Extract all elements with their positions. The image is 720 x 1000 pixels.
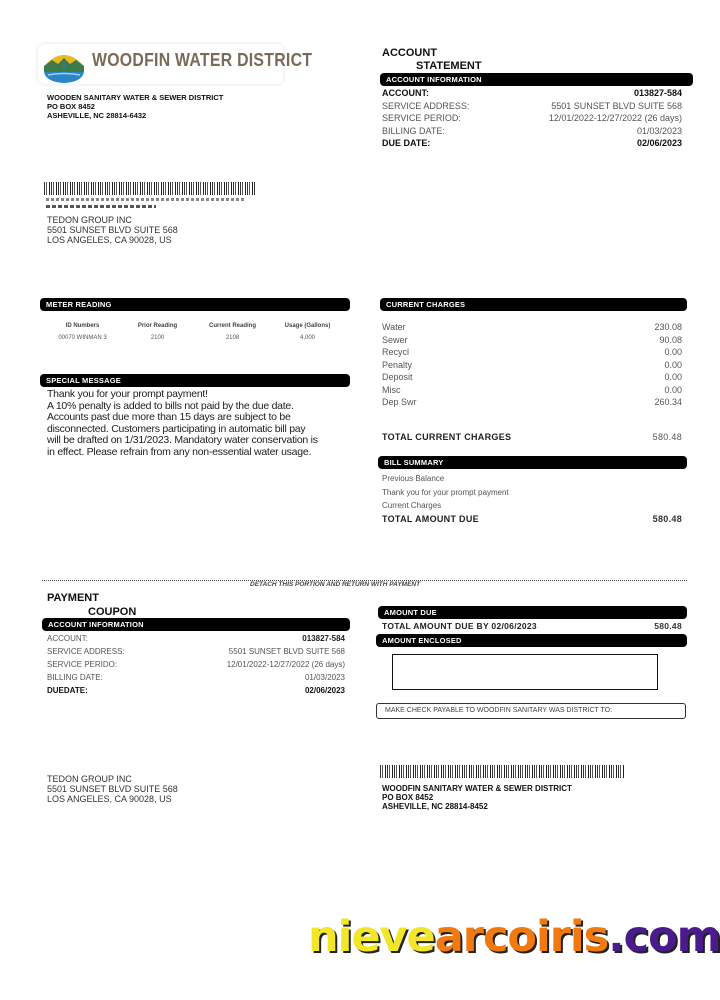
recipient-line: TEDON GROUP INC bbox=[47, 215, 132, 225]
meter-cell: 00070 WINMAN 3 bbox=[58, 335, 107, 341]
meter-reading-header: METER READING bbox=[40, 298, 350, 311]
row-value: 12/01/2022-12/27/2022 (26 days) bbox=[226, 660, 345, 669]
total-value: 580.48 bbox=[652, 514, 682, 524]
recipient-line: LOS ANGELES, CA 90028, US bbox=[47, 794, 172, 804]
charge-value: 90.08 bbox=[659, 334, 682, 345]
meter-col-header: Usage (Gallons) bbox=[284, 323, 331, 329]
charge-value: 0.00 bbox=[664, 384, 682, 395]
row-label: SERVICE ADDRESS: bbox=[47, 647, 125, 656]
summary-line: Thank you for your prompt payment bbox=[382, 487, 509, 497]
account-row bbox=[47, 632, 345, 645]
due-date-row bbox=[382, 137, 682, 150]
postal-barcode bbox=[44, 182, 256, 195]
charge-label: Sewer bbox=[382, 334, 408, 345]
bill-summary-header: BILL SUMMARY bbox=[378, 456, 687, 469]
summary-line: Current Charges bbox=[382, 501, 442, 510]
meter-cell: 4,000 bbox=[299, 335, 315, 341]
charge-label: Water bbox=[382, 322, 406, 332]
meter-table bbox=[45, 323, 345, 341]
service-address-row bbox=[382, 100, 682, 113]
amount-due-value: 580.48 bbox=[654, 621, 682, 631]
row-value: 02/06/2023 bbox=[304, 686, 345, 695]
recipient-address bbox=[47, 215, 178, 245]
bill-summary-body bbox=[382, 472, 682, 513]
row-value: 013827-584 bbox=[633, 88, 682, 98]
current-charges-header: CURRENT CHARGES bbox=[380, 298, 687, 311]
charge-label: Dep Swr bbox=[382, 397, 417, 407]
recipient-line: 5501 SUNSET BLVD SUITE 568 bbox=[47, 225, 178, 235]
statement-title: ACCOUNT bbox=[382, 47, 437, 59]
message-line: in effect. Please refrain from any non-essential water usage. bbox=[47, 445, 312, 458]
row-value: 12/01/2022-12/27/2022 (26 days) bbox=[548, 113, 682, 124]
sender-line: PO BOX 8452 bbox=[47, 102, 95, 111]
summary-line: Previous Balance bbox=[382, 474, 445, 483]
recipient-line: 5501 SUNSET BLVD SUITE 568 bbox=[47, 784, 178, 794]
amount-due-header: AMOUNT DUE bbox=[378, 606, 687, 619]
service-period-row bbox=[382, 112, 682, 125]
charge-value: 260.34 bbox=[654, 397, 682, 407]
service-period-row bbox=[47, 658, 345, 671]
watermark-logo bbox=[308, 912, 720, 962]
remit-line: PO BOX 8452 bbox=[382, 793, 434, 802]
row-value: 013827-584 bbox=[302, 634, 345, 643]
charge-label: Misc bbox=[382, 384, 401, 395]
watermark-part: .com bbox=[608, 912, 720, 962]
logo-text: WOODFIN WATER DISTRICT bbox=[92, 50, 313, 70]
row-label: ACCOUNT: bbox=[47, 634, 88, 643]
charge-label: Penalty bbox=[382, 359, 413, 370]
remit-address bbox=[382, 784, 572, 811]
row-label: DUE DATE: bbox=[382, 138, 431, 149]
row-label: BILLING DATE: bbox=[382, 125, 445, 136]
sender-line: ASHEVILLE, NC 28814-6432 bbox=[47, 111, 147, 120]
total-value: 580.48 bbox=[652, 432, 682, 442]
message-line: will be drafted on 1/31/2023. Mandatory water conservation is bbox=[47, 434, 318, 447]
row-label: ACCOUNT: bbox=[382, 88, 429, 98]
message-line: Thank you for your prompt payment! bbox=[47, 388, 208, 400]
watermark-part: nieve bbox=[308, 912, 435, 962]
charge-row bbox=[382, 396, 682, 409]
total-current-charges bbox=[382, 432, 682, 442]
billing-date-row bbox=[382, 125, 682, 138]
recipient-line: LOS ANGELES, CA 90028, US bbox=[47, 235, 172, 245]
row-value: 5501 SUNSET BLVD SUITE 568 bbox=[551, 100, 682, 111]
meter-cell: 2108 bbox=[225, 335, 240, 341]
logo-icon bbox=[42, 48, 86, 84]
coupon-account-table bbox=[47, 632, 345, 697]
watermark-part: arcoiris bbox=[434, 912, 609, 962]
remit-barcode bbox=[380, 765, 625, 778]
amount-due-row bbox=[382, 621, 682, 631]
charge-row bbox=[382, 371, 682, 384]
row-value: 5501 SUNSET BLVD SUITE 568 bbox=[228, 647, 345, 656]
remit-line: WOODFIN SANITARY WATER & SEWER DISTRICT bbox=[382, 784, 572, 793]
message-line: A 10% penalty is added to bills not paid by the due date. bbox=[47, 399, 294, 412]
account-info-table bbox=[382, 87, 682, 150]
charge-value: 0.00 bbox=[664, 372, 682, 382]
message-line: disconnected. Customers participating in automatic bill pay bbox=[47, 422, 306, 435]
coupon-subtitle: COUPON bbox=[88, 606, 137, 618]
coupon-recipient-address bbox=[47, 774, 178, 804]
remit-line: ASHEVILLE, NC 28814-8452 bbox=[382, 802, 488, 811]
meter-col-header: Prior Reading bbox=[137, 323, 178, 329]
special-message-body bbox=[47, 389, 357, 459]
charge-value: 0.00 bbox=[664, 359, 682, 370]
charge-value: 0.00 bbox=[664, 347, 682, 357]
message-line: Accounts past due more than 15 days are subject to be bbox=[47, 411, 291, 424]
account-info-header: ACCOUNT INFORMATION bbox=[380, 73, 693, 86]
meter-col-header: ID Numbers bbox=[65, 323, 100, 329]
charge-row bbox=[382, 359, 682, 372]
total-amount-due bbox=[382, 514, 682, 524]
row-label: SERVICE PERIOD: bbox=[382, 113, 461, 124]
billing-date-row bbox=[47, 671, 345, 684]
meter-cell: 2100 bbox=[150, 335, 165, 341]
charge-row bbox=[382, 384, 682, 397]
row-label: BILLING DATE: bbox=[47, 673, 103, 682]
sender-address bbox=[47, 93, 223, 120]
service-address-row bbox=[47, 645, 345, 658]
row-value: 02/06/2023 bbox=[636, 138, 682, 149]
charge-label: Recycl bbox=[382, 347, 410, 357]
amount-due-label: TOTAL AMOUNT DUE BY 02/06/2023 bbox=[382, 621, 537, 631]
charge-value: 230.08 bbox=[654, 322, 682, 332]
total-label: TOTAL CURRENT CHARGES bbox=[382, 432, 512, 442]
coupon-title: PAYMENT bbox=[47, 592, 99, 604]
row-label: SERVICE ADDRESS: bbox=[382, 100, 470, 111]
meter-col-header: Current Reading bbox=[208, 323, 256, 329]
row-value: 01/03/2023 bbox=[304, 673, 345, 682]
due-date-row bbox=[47, 684, 345, 697]
row-label: DUEDATE: bbox=[47, 686, 88, 695]
charge-row bbox=[382, 334, 682, 347]
total-label: TOTAL AMOUNT DUE bbox=[382, 514, 479, 524]
scan-line bbox=[46, 198, 246, 201]
amount-enclosed-header: AMOUNT ENCLOSED bbox=[376, 634, 687, 647]
sender-line: WOODEN SANITARY WATER & SEWER DISTRICT bbox=[47, 93, 224, 102]
row-value: 01/03/2023 bbox=[636, 125, 682, 136]
charges-table bbox=[382, 321, 682, 409]
statement-subtitle: STATEMENT bbox=[416, 60, 482, 72]
coupon-account-info-header: ACCOUNT INFORMATION bbox=[42, 618, 350, 631]
recipient-line: TEDON GROUP INC bbox=[47, 774, 132, 784]
amount-enclosed-input[interactable] bbox=[392, 654, 658, 690]
charge-row bbox=[382, 321, 682, 334]
detach-label: DETACH THIS PORTION AND RETURN WITH PAYMENT bbox=[250, 581, 421, 588]
payable-note: MAKE CHECK PAYABLE TO WOODFIN SANITARY WAS DISTRICT TO: bbox=[376, 703, 686, 719]
charge-row bbox=[382, 346, 682, 359]
account-row bbox=[382, 87, 682, 100]
charge-label: Deposit bbox=[382, 372, 413, 382]
row-label: SERVICE PERIDO: bbox=[47, 660, 118, 669]
scan-line bbox=[46, 205, 156, 208]
special-message-header: SPECIAL MESSAGE bbox=[40, 374, 350, 387]
